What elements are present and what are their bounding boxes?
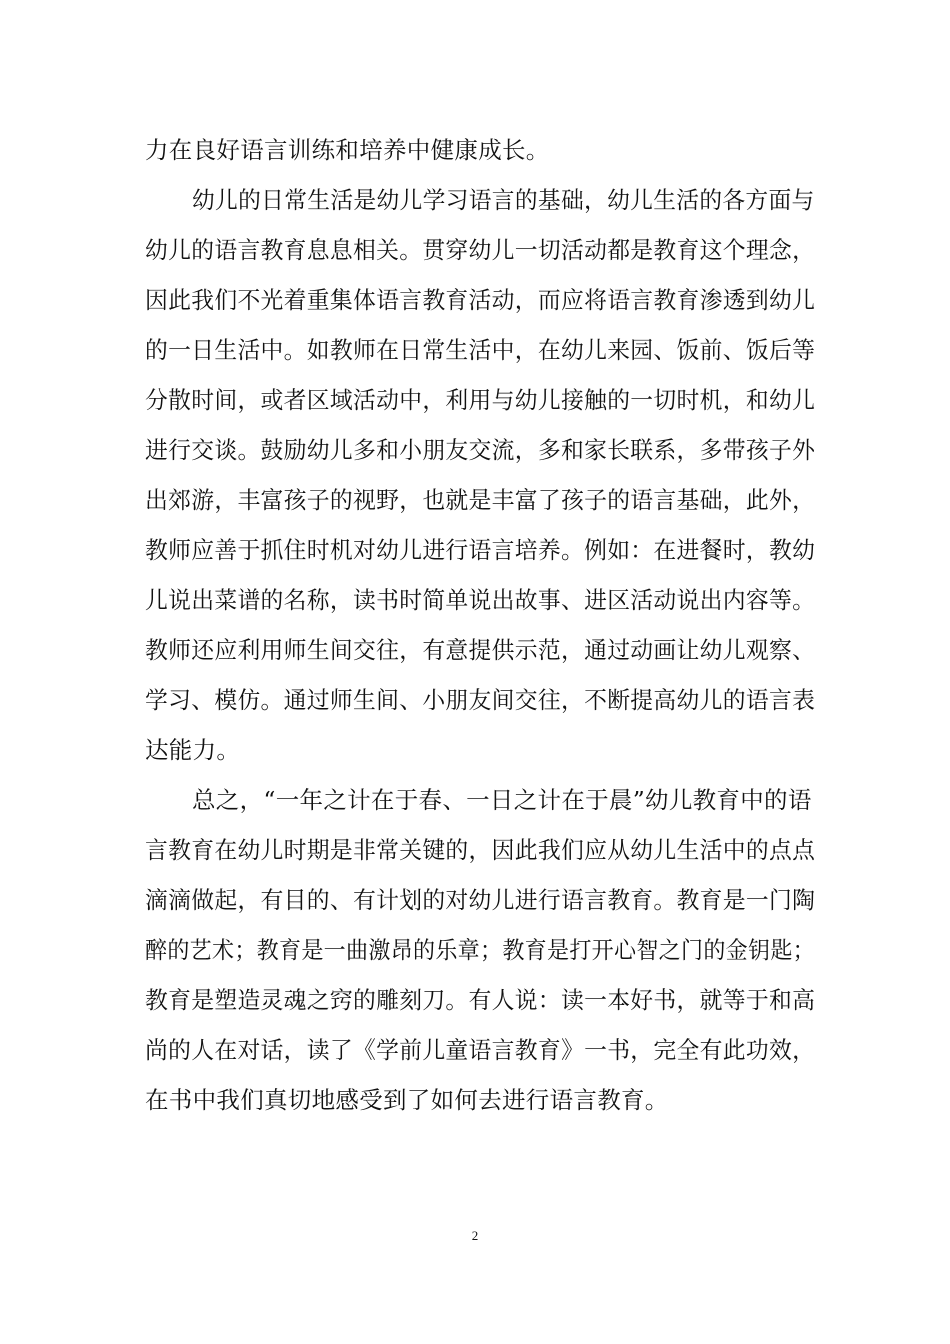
text-line: 幼儿的语言教育息息相关。贯穿幼儿一切活动都是教育这个理念， — [145, 236, 816, 264]
text-line: 醉的艺术；教育是一曲激昂的乐章；教育是打开心智之门的金钥匙； — [145, 936, 816, 964]
page-number: 2 — [471, 1228, 479, 1243]
text-line: 分散时间，或者区域活动中，利用与幼儿接触的一切时机，和幼儿 — [145, 386, 816, 414]
text-line: 教育是塑造灵魂之窍的雕刻刀。有人说：读一本好书，就等于和高 — [145, 986, 816, 1014]
text-line: 进行交谈。鼓励幼儿多和小朋友交流，多和家长联系，多带孩子外 — [145, 436, 816, 464]
paragraph-first-line: 幼儿的日常生活是幼儿学习语言的基础，幼儿生活的各方面与 — [192, 186, 815, 214]
text-line: 教师还应利用师生间交往，有意提供示范，通过动画让幼儿观察、 — [145, 636, 816, 664]
paragraph-first-line: 总之，“一年之计在于春、一日之计在于晨”幼儿教育中的语 — [192, 786, 812, 814]
text-line: 的一日生活中。如教师在日常生活中，在幼儿来园、饭前、饭后等 — [145, 336, 816, 364]
text-line: 教师应善于抓住时机对幼儿进行语言培养。例如：在进餐时，教幼 — [145, 536, 816, 564]
text-line: 出郊游，丰富孩子的视野，也就是丰富了孩子的语言基础，此外， — [145, 486, 816, 514]
text-line: 尚的人在对话，读了《学前儿童语言教育》一书，完全有此功效， — [145, 1036, 816, 1064]
text-line: 言教育在幼儿时期是非常关键的，因此我们应从幼儿生活中的点点 — [145, 836, 816, 864]
text-line: 学习、模仿。通过师生间、小朋友间交往，不断提高幼儿的语言表 — [145, 686, 816, 714]
text-line: 在书中我们真切地感受到了如何去进行语言教育。 — [145, 1086, 669, 1114]
text-line: 力在良好语言训练和培养中健康成长。 — [145, 136, 550, 164]
text-line: 儿说出菜谱的名称，读书时简单说出故事、进区活动说出内容等。 — [145, 586, 816, 614]
text-line: 因此我们不光着重集体语言教育活动，而应将语言教育渗透到幼儿 — [145, 286, 816, 314]
text-line: 达能力。 — [145, 736, 241, 764]
text-line: 滴滴做起，有目的、有计划的对幼儿进行语言教育。教育是一门陶 — [145, 886, 816, 914]
